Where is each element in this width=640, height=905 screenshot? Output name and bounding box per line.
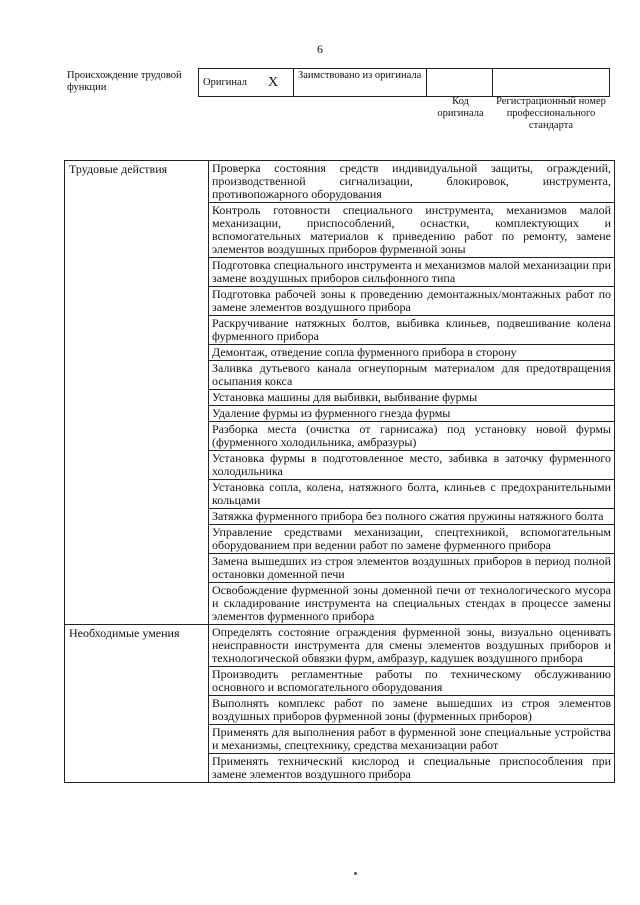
list-item: Раскручивание натяжных болтов, выбивка клиньев, подвешивание колена фурменного прибора — [209, 316, 614, 345]
section-row-skills — [65, 625, 615, 783]
list-item: Освобождение фурменной зоны доменной печи от технологического мусора и складирование инструмента на специальных стендах в процессе замены элементов фурменного прибора — [212, 583, 611, 623]
section-items — [209, 161, 615, 625]
code-cell — [427, 69, 493, 97]
functions-table — [64, 160, 615, 783]
list-item: Замена вышедших из строя элементов воздушных приборов в период полной остановки доменной печи — [209, 554, 614, 583]
list-item: Проверка состояния средств индивидуальной защиты, ограждений, производственной сигнализации, блокировок, инструмента, противопожарного оборудования — [209, 161, 614, 203]
borrowed-cell: Заимствовано из оригинала — [294, 69, 427, 97]
list-item: Демонтаж, отведение сопла фурменного прибора в сторону — [209, 345, 614, 361]
list-item: Управление средствами механизации, спецтехникой, вспомогательным оборудованием при ведении работ по замене фурменного прибора — [209, 525, 614, 554]
list-item: Установка фурмы в подготовленное место, забивка в заточку фурменного холодильника — [209, 451, 614, 480]
list-item: Разборка места (очистка от гарнисажа) под установку новой фурмы (фурменного холодильника, амбразуры) — [209, 422, 614, 451]
list-item: Установка сопла, колена, натяжного болта, клиньев с предохранительными кольцами — [209, 480, 614, 509]
list-item: Удаление фурмы из фурменного гнезда фурмы — [209, 406, 614, 422]
list-item: Подготовка специального инструмента и механизмов малой механизации при замене воздушных приборов сильфонного типа — [209, 258, 614, 287]
original-mark: X — [253, 69, 294, 97]
scan-speck — [354, 872, 357, 875]
section-row-actions — [65, 161, 615, 625]
reg-number-cell — [493, 69, 610, 97]
section-title: Необходимые умения — [65, 625, 209, 783]
list-item: Определять состояние ограждения фурменной зоны, визуально оценивать неисправности инструмента для смены элементов воздушных приборов и технологической обвязки фурм, амбразур, кадушек воздушного прибора — [209, 625, 614, 667]
section-title: Трудовые действия — [65, 161, 209, 625]
origin-table — [198, 68, 610, 97]
page-number: 6 — [317, 42, 323, 56]
list-item: Затяжка фурменного прибора без полного сжатия пружины натяжного болта — [209, 509, 614, 525]
original-cell: Оригинал — [199, 69, 254, 97]
list-item: Подготовка рабочей зоны к проведению демонтажных/монтажных работ по замене элементов воздушного прибора — [209, 287, 614, 316]
list-item: Производить регламентные работы по техническому обслуживанию основного и вспомогательного оборудования — [209, 667, 614, 696]
section-items — [209, 625, 615, 783]
list-item: Применять технический кислород и специальные приспособления при замене элементов воздушного прибора — [212, 754, 611, 781]
list-item: Установка машины для выбивки, выбивание фурмы — [209, 390, 614, 406]
reg-caption: Регистрационный номер профессионального стандарта — [496, 96, 606, 131]
list-item: Заливка дутьевого канала огнеупорным материалом для предотвращения осыпания кокса — [209, 361, 614, 390]
code-caption: Код оригинала — [437, 96, 484, 119]
origin-label: Происхождение трудовой функции — [67, 70, 182, 93]
list-item: Контроль готовности специального инструмента, механизмов малой механизации, приспособлений, оснастки, комплектующих и вспомогательных материалов к приведению работ по ремонту, замене элементов воздушных приборов фурменной зоны — [209, 203, 614, 258]
list-item: Применять для выполнения работ в фурменной зоне специальные устройства и механизмы, спецтехнику, средства механизации работ — [209, 725, 614, 754]
list-item: Выполнять комплекс работ по замене вышедших из строя элементов воздушных приборов фурменной зоны (фурменных приборов) — [209, 696, 614, 725]
